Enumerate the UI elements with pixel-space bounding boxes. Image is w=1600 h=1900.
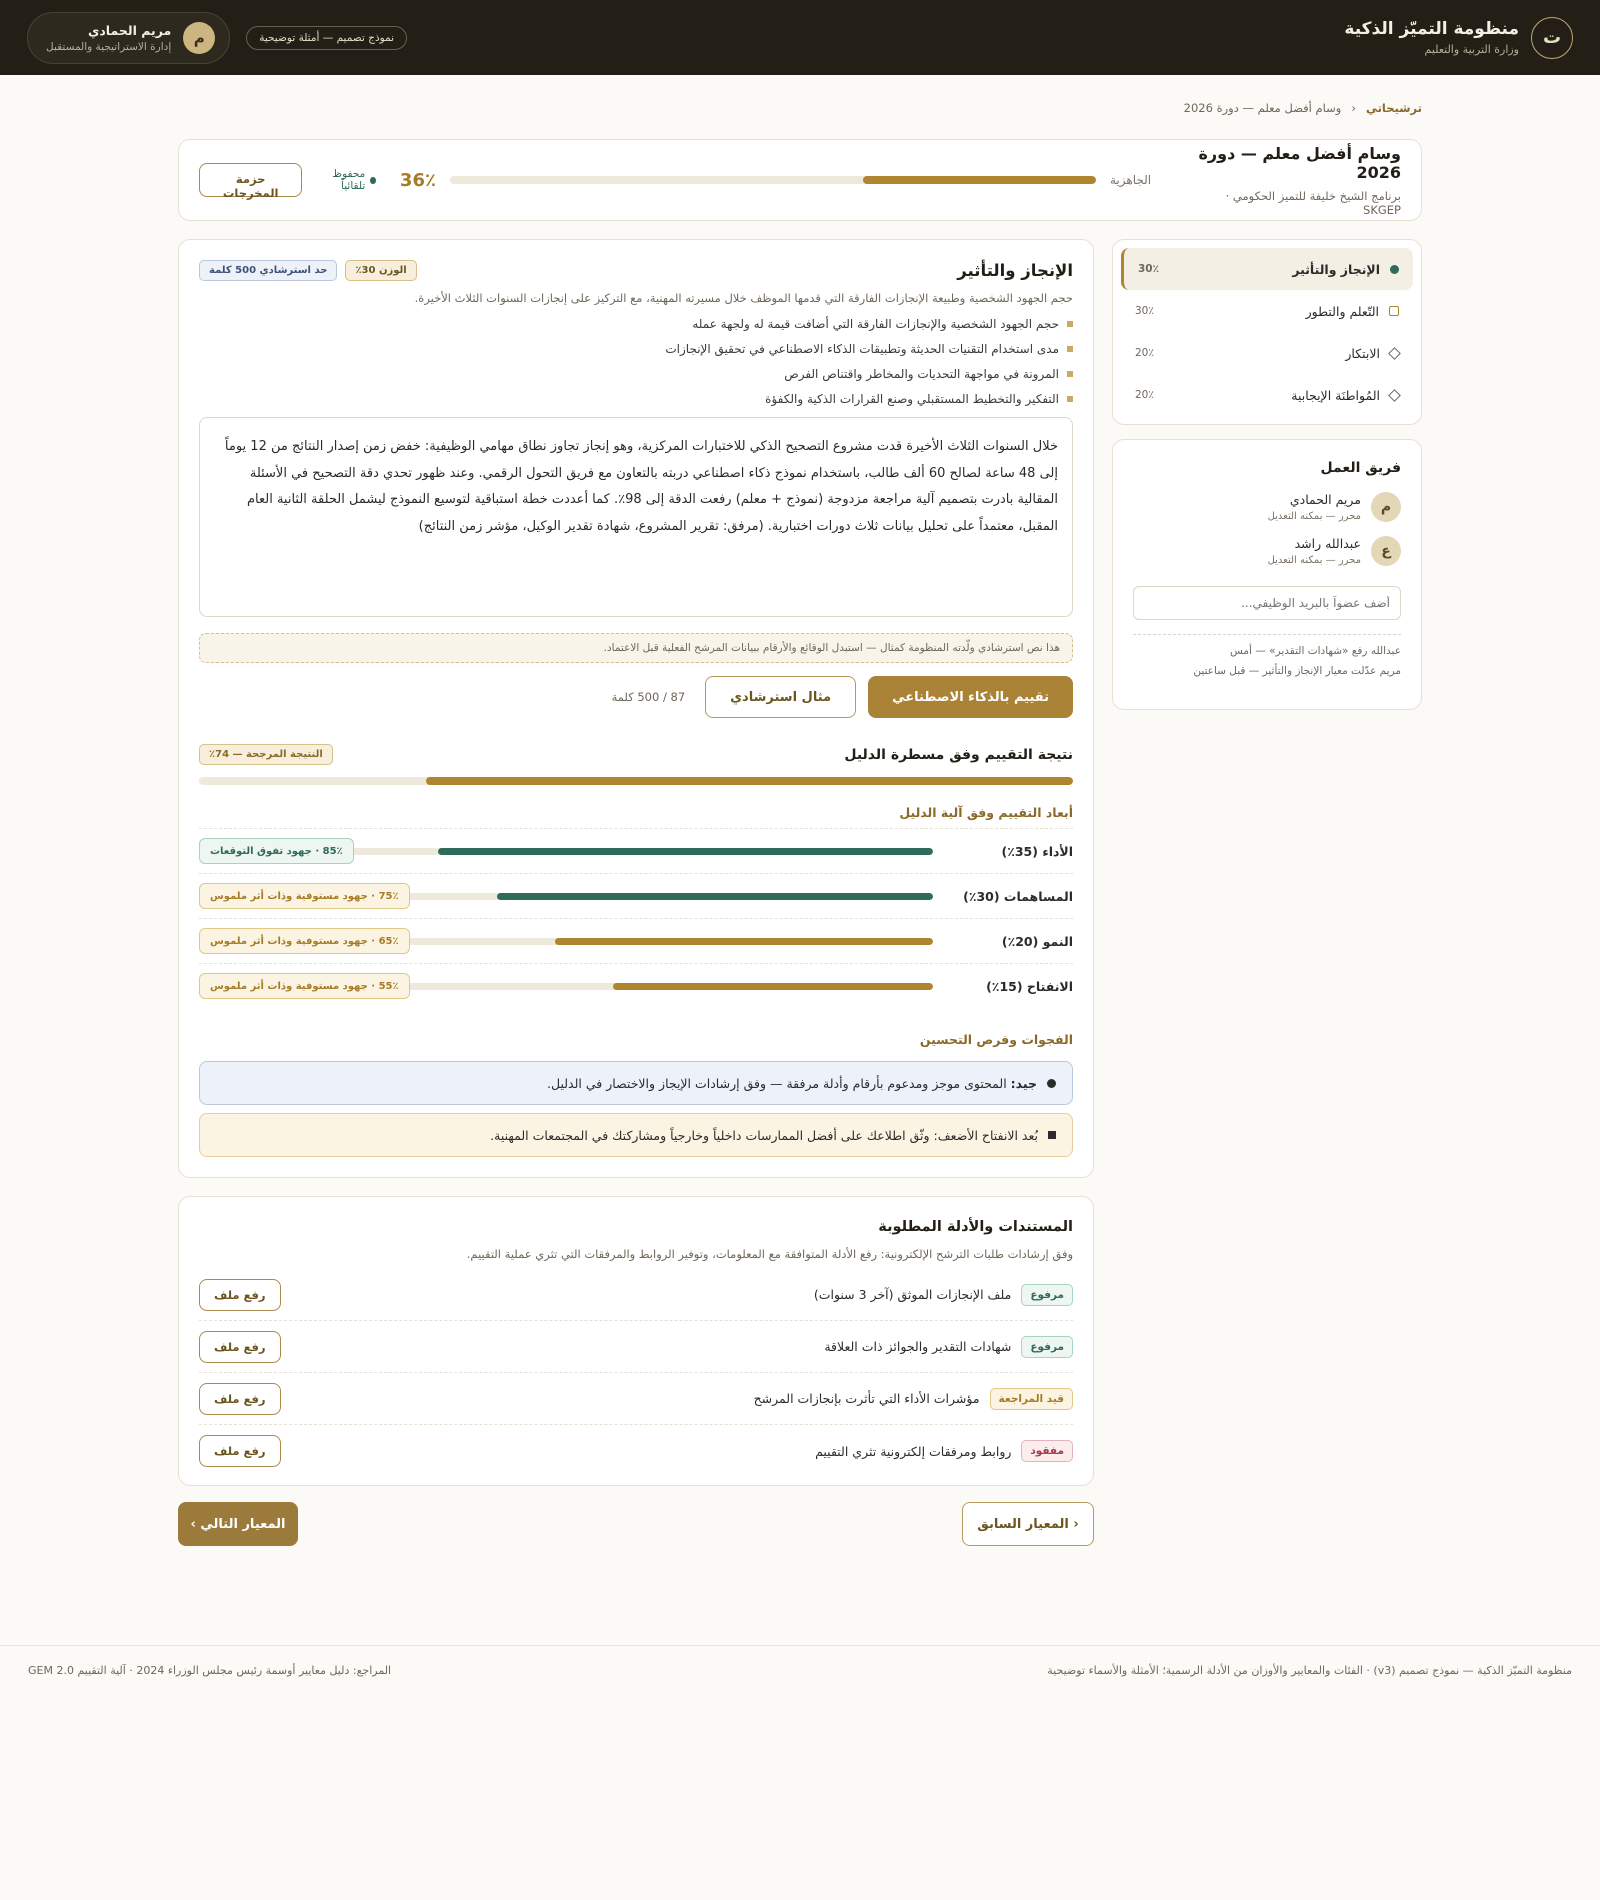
- criterion-nav-item-innovation[interactable]: [1121, 332, 1413, 374]
- top-bar: [0, 0, 1600, 75]
- gap-item-strength: [199, 1061, 1073, 1105]
- dimension-bar: [351, 893, 933, 900]
- footer-references: المراجع: دليل معايير أوسمة رئيس مجلس الوزراء 2024 · آلية التقييم GEM 2.0: [28, 1664, 392, 1677]
- diamond-icon: [1388, 347, 1401, 360]
- user-name: مريم الحمادي: [87, 22, 172, 38]
- activity-item: مريم عدّلت معيار الإنجاز والتأثير — قبل ساعتين: [1193, 665, 1401, 677]
- demo-badge: نموذج تصميم — أمثلة توضيحية: [246, 26, 407, 50]
- breadcrumb-root-link[interactable]: ترشيحاتي: [1365, 101, 1422, 115]
- brand-title: منظومة التميّز الذكية: [1344, 19, 1519, 39]
- dimension-bar: [351, 848, 933, 855]
- criterion-nav-label: المُواطنَة الإيجابية: [1291, 387, 1380, 403]
- nomination-subtitle: برنامج الشيخ خليفة للتميز الحكومي · SKGEP: [1225, 188, 1401, 217]
- document-row: [199, 1425, 1073, 1477]
- readiness-progress-bar: [450, 176, 1096, 184]
- autosave-label: محفوظ تلقائياً: [332, 168, 366, 192]
- brand-subtitle: وزارة التربية والتعليم: [1424, 43, 1519, 56]
- activity-item: عبدالله رفع «شهادات التقدير» — أمس: [1230, 645, 1401, 657]
- gap-text: المحتوى موجز ومدعوم بأرقام وأدلة مرفقة — وفق إرشادات الإيجاز والاختصار في الدليل.: [547, 1075, 1007, 1091]
- criterion-nav-weight: 20٪: [1135, 347, 1155, 359]
- dimension-bar-fill: [438, 848, 933, 855]
- outputs-package-button[interactable]: حزمة المخرجات: [199, 163, 302, 197]
- criterion-nav-label: الابتكار: [1345, 345, 1380, 361]
- readiness-progress-fill: [863, 176, 1096, 184]
- criterion-nav-weight: 20٪: [1135, 389, 1155, 401]
- document-name: مؤشرات الأداء التي تأثرت بإنجازات المرشح: [753, 1391, 980, 1406]
- word-count: 87 / 500 كلمة: [611, 690, 686, 704]
- avatar: م: [183, 22, 215, 54]
- dot-icon: [1047, 1079, 1056, 1088]
- dimension-label: الانفتاح (15٪): [986, 978, 1073, 994]
- dimension-label: النمو (20٪): [1001, 933, 1073, 949]
- status-badge: مفقود: [1021, 1440, 1073, 1462]
- criterion-nav-weight: 30٪: [1138, 263, 1160, 275]
- criterion-title: الإنجاز والتأثير: [957, 261, 1073, 280]
- criterion-card: [178, 239, 1094, 1178]
- documents-subtitle: وفق إرشادات طلبات الترشح الإلكترونية: رفع الأدلة المتوافقة مع المعلومات، وتوفير الروابط والمرفقات التي تثري عملية التقييم.: [466, 1247, 1073, 1261]
- weighted-score-fill: [426, 777, 1073, 785]
- square-bullet-icon: [1048, 1131, 1056, 1139]
- autosave-status: [316, 168, 376, 192]
- avatar: ع: [1371, 536, 1401, 566]
- dimension-bar-fill: [497, 893, 934, 900]
- dimension-row: [199, 828, 1073, 873]
- active-dot-icon: [1390, 265, 1399, 274]
- user-menu[interactable]: [27, 12, 230, 64]
- guideline-item: مدى استخدام التقنيات الحديثة وتطبيقات الذكاء الاصطناعي في تحقيق الإنجازات: [199, 342, 1073, 356]
- dimensions-list: [199, 828, 1073, 1008]
- gaps-title: الفجوات وفرص التحسين: [919, 1032, 1073, 1047]
- criterion-nav-item-citizenship[interactable]: [1121, 374, 1413, 416]
- upload-file-button[interactable]: رفع ملف: [199, 1435, 281, 1467]
- gap-lead: جيد:: [1010, 1075, 1037, 1091]
- footer: [0, 1645, 1600, 1695]
- gap-text: بُعد الانفتاح الأضعف: وثّق اطلاعك على أفضل الممارسات داخلياً وخارجياً ومشاركتك في المجتمعات المهنية.: [490, 1127, 1038, 1143]
- team-panel: [1112, 439, 1422, 710]
- breadcrumb-current: وسام أفضل معلم — دورة 2026: [1183, 101, 1342, 115]
- weighted-score-bar: [199, 777, 1073, 785]
- readiness-meter: [400, 170, 1151, 191]
- document-row: [199, 1373, 1073, 1425]
- gap-item-weakness: [199, 1113, 1073, 1157]
- next-criterion-button[interactable]: المعيار التالي ›: [178, 1502, 298, 1546]
- document-row: [199, 1321, 1073, 1373]
- guideline-item: التفكير والتخطيط المستقبلي وصنع القرارات الذكية والكفؤة: [199, 392, 1073, 406]
- readiness-label: الجاهزية: [1109, 173, 1152, 187]
- readiness-value: 36٪: [399, 169, 436, 191]
- square-icon: [1389, 306, 1399, 316]
- dimension-score-chip: 55٪ · جهود مستوفية وذات أثر ملموس: [199, 973, 410, 999]
- activity-log: [1133, 634, 1401, 677]
- team-member[interactable]: [1133, 492, 1401, 522]
- criterion-nav-item-achievement[interactable]: [1121, 248, 1413, 290]
- dimension-label: الأداء (35٪): [1001, 843, 1073, 859]
- example-button[interactable]: مثال استرشادي: [705, 676, 856, 718]
- dimension-row: [199, 918, 1073, 963]
- criterion-nav-label: التّعلم والتطور: [1305, 303, 1379, 319]
- word-limit-chip: حد استرشادي 500 كلمة: [199, 260, 337, 281]
- upload-file-button[interactable]: رفع ملف: [199, 1279, 281, 1311]
- criteria-nav: [1112, 239, 1422, 425]
- member-role: محرر — بمكنه التعديل: [1267, 555, 1361, 566]
- dimensions-title: أبعاد التقييم وفق آلية الدليل: [899, 805, 1073, 820]
- member-name: مريم الحمادي: [1289, 492, 1361, 507]
- upload-file-button[interactable]: رفع ملف: [199, 1383, 281, 1415]
- member-role: محرر — بمكنه التعديل: [1267, 511, 1361, 522]
- document-row: [199, 1269, 1073, 1321]
- status-badge: مرفوع: [1021, 1284, 1073, 1306]
- criterion-nav-label: الإنجاز والتأثير: [1292, 261, 1380, 277]
- status-badge: قيد المراجعة: [990, 1388, 1073, 1410]
- documents-title: المستندات والأدلة المطلوبة: [878, 1219, 1073, 1235]
- guideline-item: حجم الجهود الشخصية والإنجازات الفارقة التي أضافت قيمة له ولجهة عمله: [199, 317, 1073, 331]
- criterion-nav-weight: 30٪: [1135, 305, 1155, 317]
- criterion-nav-item-learning[interactable]: [1121, 290, 1413, 332]
- document-name: شهادات التقدير والجوائز ذات العلاقة: [824, 1339, 1012, 1354]
- dimension-score-chip: 65٪ · جهود مستوفية وذات أثر ملموس: [199, 928, 410, 954]
- dimension-label: المساهمات (30٪): [963, 888, 1073, 904]
- member-name: عبدالله راشد: [1294, 536, 1361, 551]
- ai-evaluate-button[interactable]: تقييم بالذكاء الاصطناعي: [868, 676, 1073, 718]
- dimension-bar-fill: [613, 983, 933, 990]
- criterion-guidelines: [199, 317, 1073, 406]
- brand-logo: ت: [1531, 17, 1573, 59]
- breadcrumb-separator: ‹: [1351, 101, 1356, 115]
- dimension-row: [199, 873, 1073, 918]
- saved-dot-icon: [370, 177, 376, 184]
- upload-file-button[interactable]: رفع ملف: [199, 1331, 281, 1363]
- footer-note: منظومة التميّز الذكية — نموذج تصميم (v3) · الفئات والمعايير والأوزان من الأدلة الرسمية؛ الأمثلة والأسماء توضيحية: [1047, 1664, 1572, 1677]
- guideline-item: المرونة في مواجهة التحديات والمخاطر واقتناص الفرص: [199, 367, 1073, 381]
- dimension-bar: [351, 983, 933, 990]
- dimension-score-chip: 75٪ · جهود مستوفية وذات أثر ملموس: [199, 883, 410, 909]
- team-member[interactable]: [1133, 536, 1401, 566]
- dimension-bar-fill: [555, 938, 933, 945]
- team-title: فريق العمل: [1320, 460, 1401, 476]
- sidebar: [1112, 239, 1422, 710]
- main-content: [178, 239, 1094, 1546]
- dimension-row: [199, 963, 1073, 1008]
- status-badge: مرفوع: [1021, 1336, 1073, 1358]
- result-title: نتيجة التقييم وفق مسطرة الدليل: [844, 746, 1073, 763]
- nomination-summary: [178, 139, 1422, 221]
- breadcrumb: [178, 75, 1422, 139]
- brand[interactable]: [1344, 17, 1573, 59]
- dimension-bar: [351, 938, 933, 945]
- document-name: ملف الإنجازات الموثق (آخر 3 سنوات): [813, 1287, 1012, 1302]
- add-member-input[interactable]: [1133, 586, 1401, 620]
- user-role: إدارة الاستراتيجية والمستقبل: [46, 40, 172, 53]
- document-name: روابط ومرفقات إلكترونية تثري التقييم: [815, 1443, 1012, 1459]
- diamond-icon: [1388, 389, 1401, 402]
- avatar: م: [1371, 492, 1401, 522]
- generated-text-notice: هذا نص استرشادي ولّدته المنظومة كمثال — استبدل الوقائع والأرقام ببيانات المرشح الفعلية قبل الاعتماد.: [199, 633, 1073, 663]
- nomination-title: وسام أفضل معلم — دورة 2026: [1198, 143, 1401, 182]
- criterion-answer-textarea[interactable]: خلال السنوات الثلاث الأخيرة قدت مشروع التصحيح الذكي للاختبارات المركزية، وهو إنجاز تجاوز نطاق مهامي الوظيفية: خفض زمن إصدار النتائج من 12 يوماً إلى 48 ساعة لصالح 60 ألف طالب، باستخدام نموذج ذكاء اصطناعي دربته بالتعاون مع فريق التحول الرقمي. وعند ظهور تحدي دقة التصحيح في الأسئلة المقالية بادرت بتصميم آلية مراجعة مزدوجة (نموذج + معلم) رفعت الدقة إلى 98٪. كما أعددت خطة استباقية لتوسيع النموذج ليشمل الحلقة الثانية العام المقبل، معتمداً على تحليل بيانات ثلاث دورات اختبارية. (مرفق: تقرير المشروع، شهادة تقدير الوكيل، مؤشر زمن النتائج): [199, 417, 1073, 617]
- weight-chip: الوزن 30٪: [345, 260, 416, 281]
- previous-criterion-button[interactable]: ‹ المعيار السابق: [962, 1502, 1094, 1546]
- dimension-score-chip: 85٪ · جهود تفوق التوقعات: [199, 838, 354, 864]
- criterion-description: حجم الجهود الشخصية وطبيعة الإنجازات الفارقة التي قدمها الموظف خلال مسيرته المهنية، مع التركيز على إنجازات السنوات الثلاث الأخيرة.: [414, 291, 1073, 305]
- documents-card: [178, 1196, 1094, 1486]
- weighted-score-chip: النتيجة المرجحة — 74٪: [199, 744, 333, 765]
